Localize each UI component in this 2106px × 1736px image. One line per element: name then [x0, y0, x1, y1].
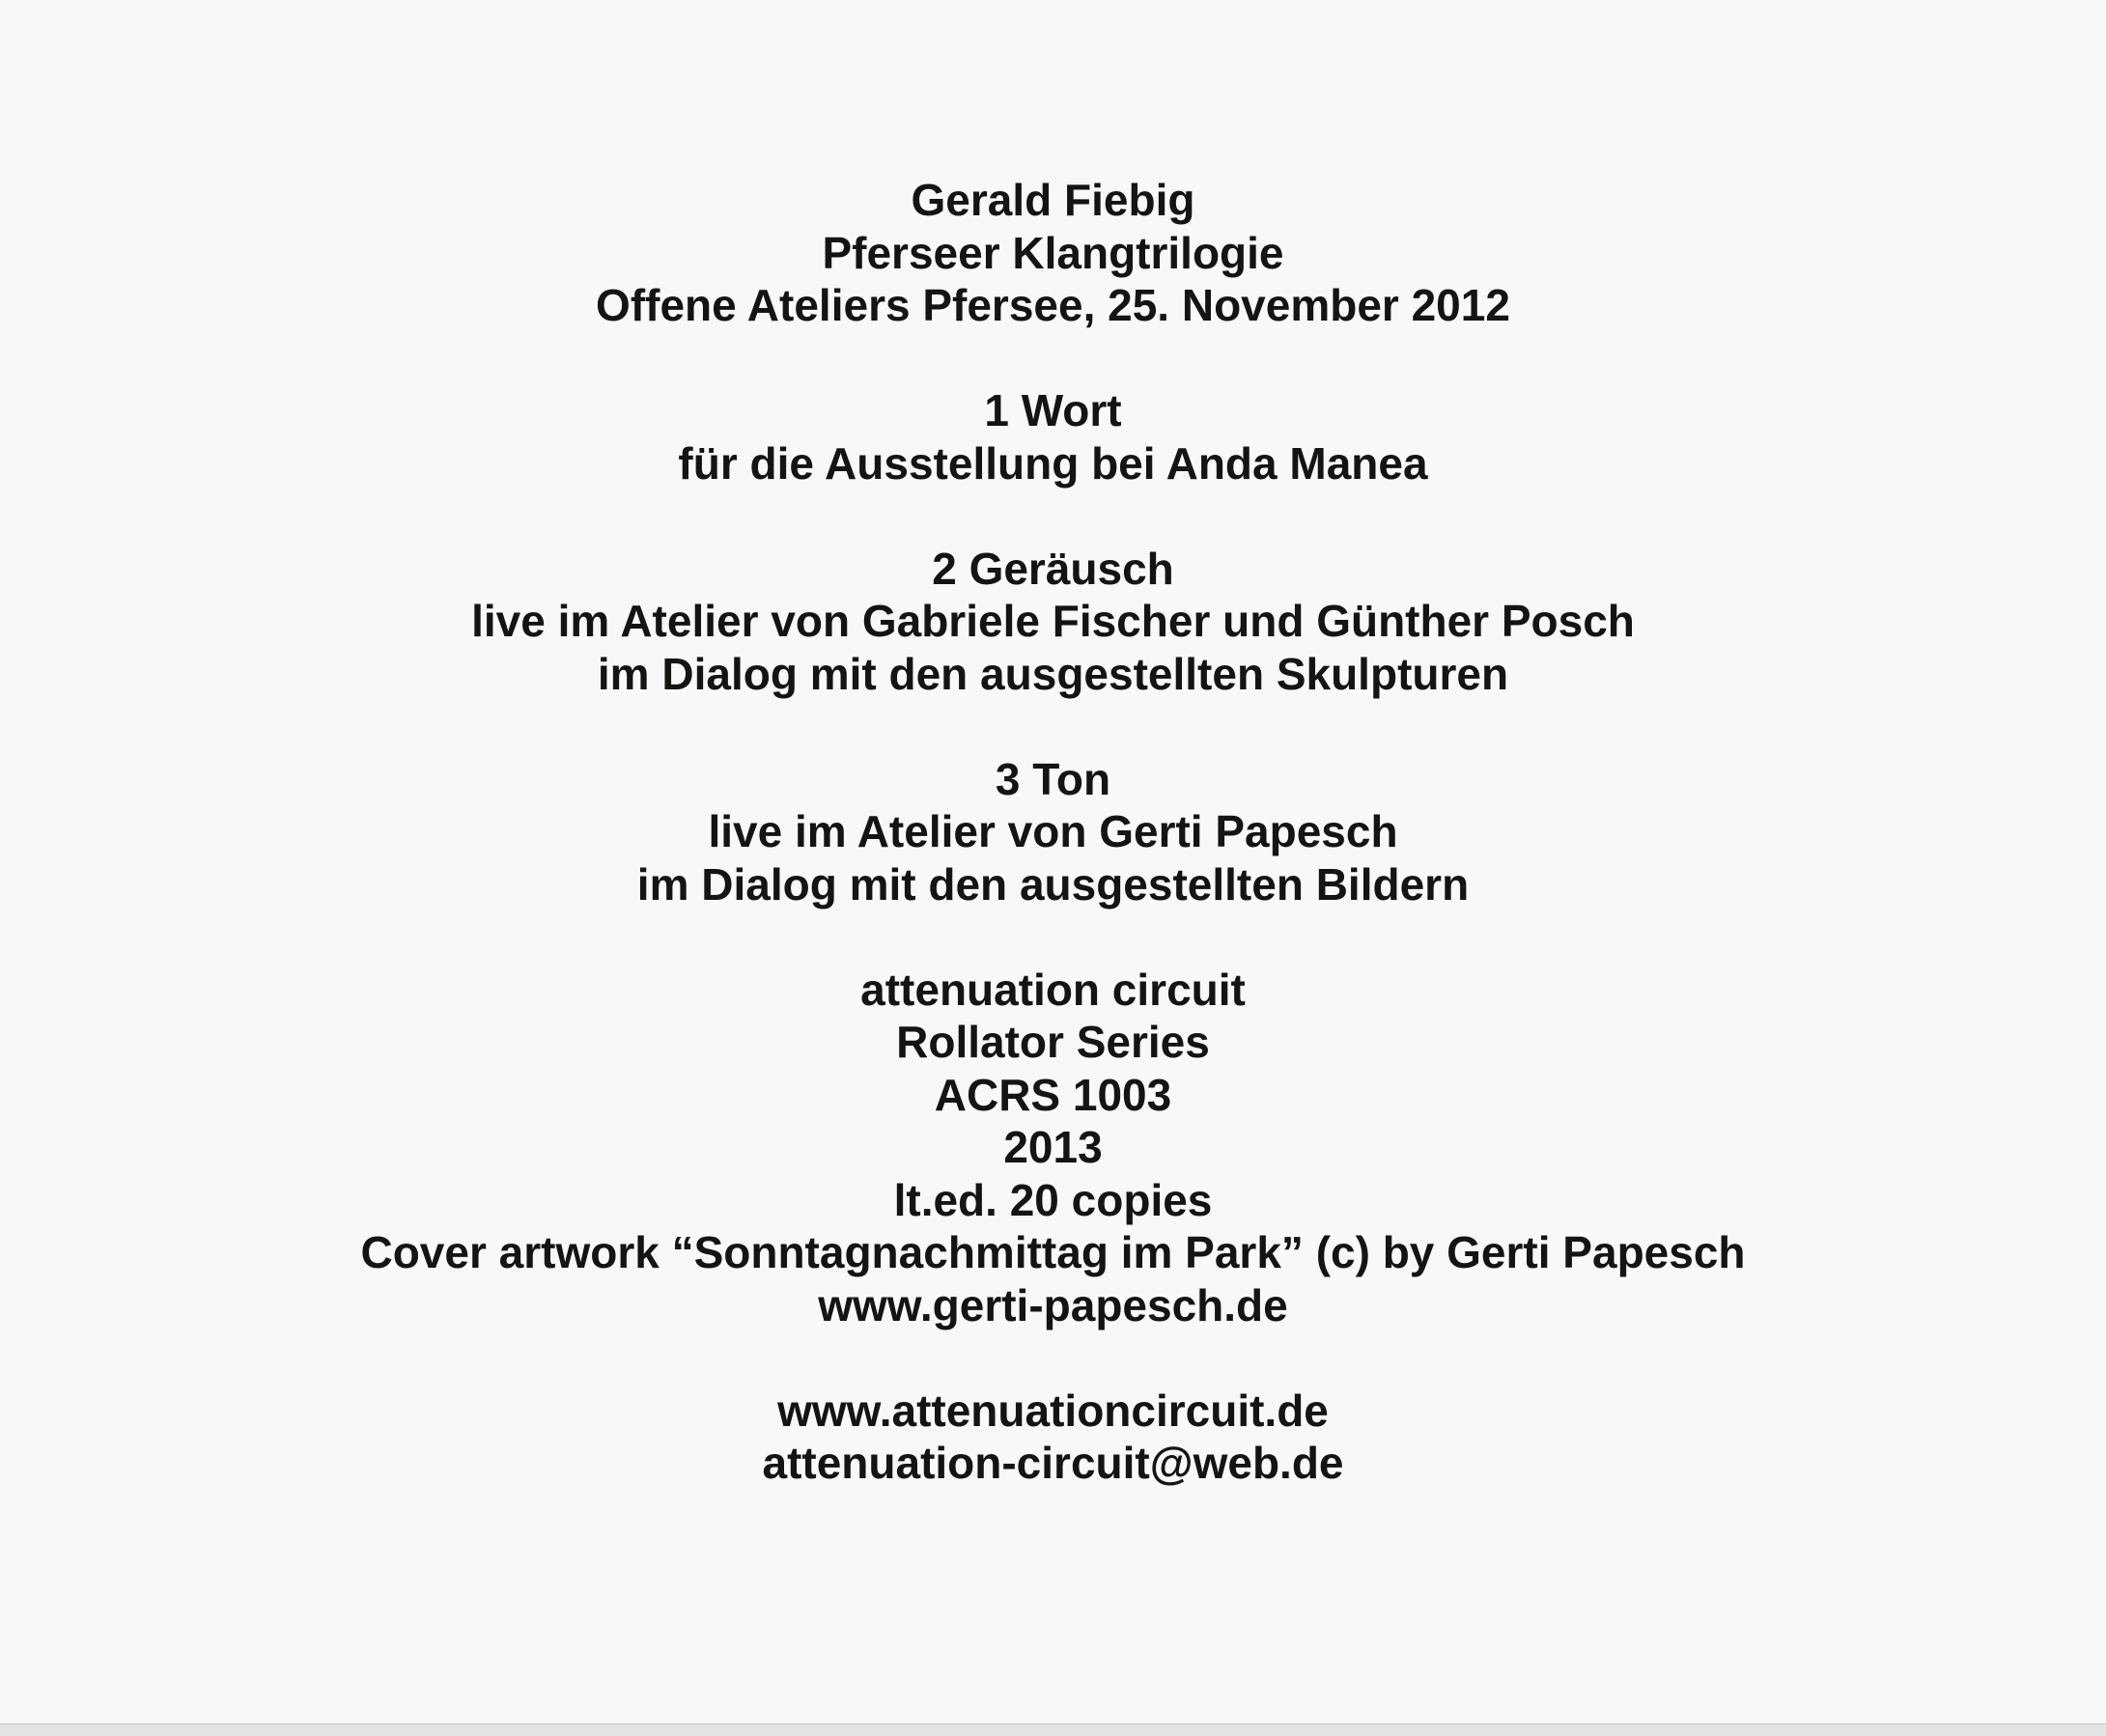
spacer — [0, 910, 2106, 964]
catalog-number: ACRS 1003 — [934, 1069, 1172, 1120]
label-email: attenuation-circuit@web.de — [762, 1438, 1344, 1488]
liner-notes-text — [0, 174, 2106, 1490]
artist-name: Gerald Fiebig — [911, 175, 1195, 225]
track-1-title: 1 Wort — [984, 385, 1122, 435]
track-3-title: 3 Ton — [995, 753, 1111, 804]
release-year: 2013 — [1003, 1122, 1103, 1172]
series-name: Rollator Series — [896, 1017, 1210, 1067]
track-2-description: live im Atelier von Gabriele Fischer und Günther Posch — [471, 596, 1635, 646]
label-website: www.attenuationcircuit.de — [777, 1385, 1329, 1436]
spacer — [0, 700, 2106, 753]
spacer — [0, 1331, 2106, 1385]
track-3-description: im Dialog mit den ausgestellten Bildern — [636, 858, 1470, 910]
edition-info: lt.ed. 20 copies — [893, 1174, 1213, 1225]
track-3-description: live im Atelier von Gerti Papesch — [708, 806, 1398, 856]
label-name: attenuation circuit — [860, 964, 1246, 1015]
page-bottom-edge — [0, 1723, 2106, 1736]
track-2-title: 2 Geräusch — [932, 543, 1174, 594]
track-1-description: für die Ausstellung bei Anda Manea — [678, 437, 1428, 489]
artist-website: www.gerti-papesch.de — [818, 1279, 1288, 1330]
cover-credit: Cover artwork “Sonntagnachmittag im Park” (c) by Gerti Papesch — [360, 1227, 1746, 1277]
spacer — [0, 490, 2106, 543]
track-2-description: im Dialog mit den ausgestellten Skulpturen — [597, 648, 1509, 699]
album-title: Pferseer Klangtrilogie — [822, 227, 1284, 278]
spacer — [0, 332, 2106, 385]
event-line: Offene Ateliers Pfersee, 25. November 2012 — [596, 280, 1510, 330]
